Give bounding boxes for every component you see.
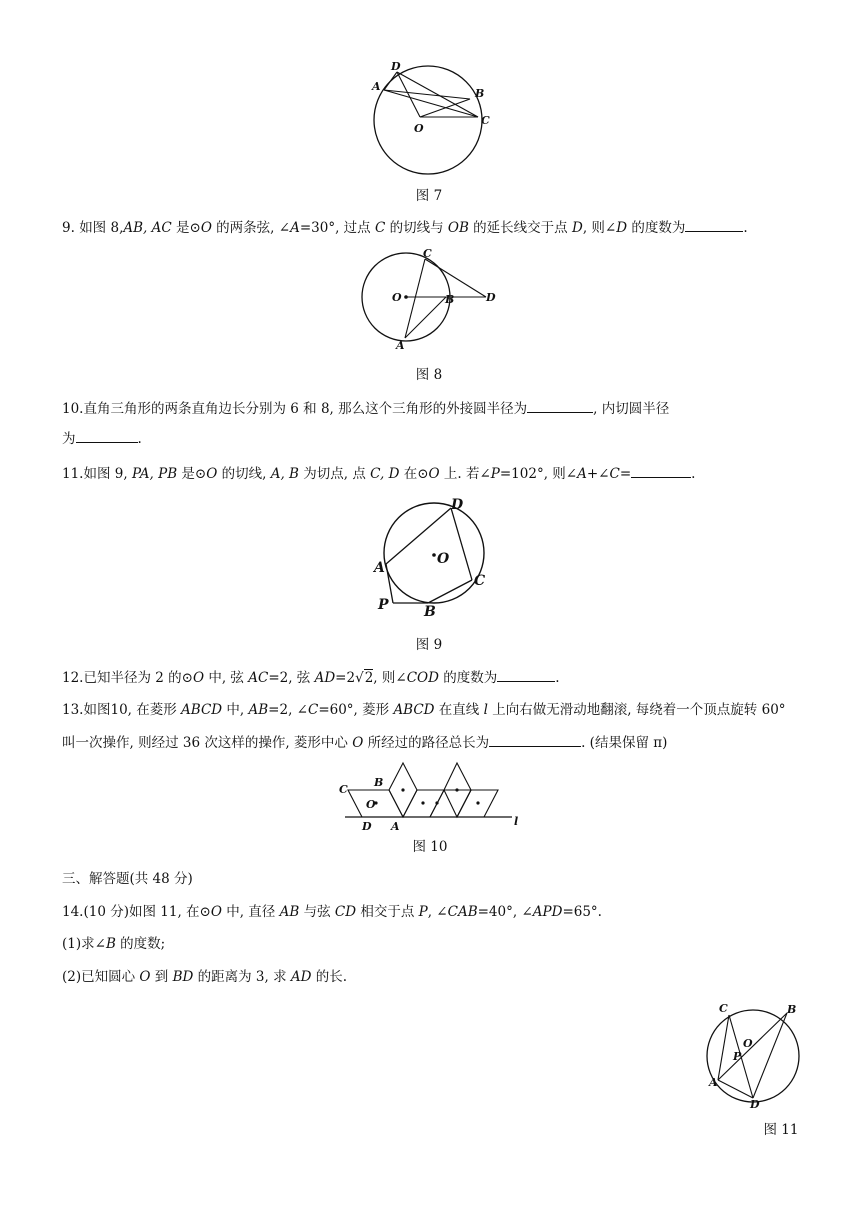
- fig10-label-d: D: [362, 820, 372, 833]
- q12-answer-blank[interactable]: [497, 667, 555, 682]
- fig9-label-b: B: [424, 604, 436, 620]
- fig8-label-a: A: [396, 339, 405, 352]
- q10-inradius-blank[interactable]: [76, 428, 138, 443]
- question-14: 14.(10 分)如图 11, 在⊙O 中, 直径 AB 与弦 CD 相交于点 P, ∠CAB=40°, ∠APD=65°.: [62, 904, 602, 920]
- figure-11: [700, 998, 810, 1113]
- question-13: 13.如图10, 在菱形 ABCD 中, AB=2, ∠C=60°, 菱形 ABCD 在直线 l 上向右做无滑动地翻滚, 每绕着一个顶点旋转 60°: [62, 702, 786, 718]
- fig8-label-d: D: [486, 291, 496, 304]
- fig8-label-o: O: [392, 291, 402, 304]
- figure-11-diagram: [700, 998, 810, 1113]
- question-10: 10.直角三角形的两条直角边长分别为 6 和 8, 那么这个三角形的外接圆半径为 , 内切圆半径: [62, 398, 669, 419]
- fig10-label-o: O: [366, 798, 376, 811]
- fig11-label-p: P: [733, 1050, 742, 1063]
- fig7-label-a: A: [372, 80, 381, 93]
- fig9-label-a: A: [374, 560, 385, 576]
- question-14-part-2: (2)已知圆心 O 到 BD 的距离为 3, 求 AD 的长.: [62, 969, 348, 985]
- fig9-label-c: C: [474, 573, 486, 589]
- fig11-label-c: C: [719, 1002, 728, 1015]
- question-13-line-2: 叫一次操作, 则经过 36 次这样的操作, 菱形中心 O 所经过的路径总长为 . (结果保留 π): [62, 732, 667, 753]
- fig11-label-a: A: [709, 1076, 718, 1089]
- fig8-label-c: C: [423, 247, 432, 260]
- figure-10: [335, 758, 535, 833]
- figure-11-caption: 图 11: [763, 1122, 799, 1138]
- figure-9: [370, 490, 500, 620]
- fig7-label-d: D: [391, 60, 401, 73]
- figure-7-caption: 图 7: [415, 188, 443, 204]
- question-14-part-1: (1)求∠B 的度数;: [62, 936, 166, 952]
- fig9-label-p: P: [378, 597, 389, 613]
- figure-9-caption: 图 9: [415, 637, 443, 653]
- figure-7: [360, 58, 500, 183]
- figure-9-diagram: [370, 490, 500, 620]
- question-11: 11.如图 9, PA, PB 是⊙O 的切线, A, B 为切点, 点 C, D 在⊙O 上. 若∠P=102°, 则∠A+∠C= .: [62, 463, 695, 484]
- fig10-label-c: C: [339, 783, 348, 796]
- fig9-label-o: O: [437, 551, 450, 567]
- q10-circumradius-blank[interactable]: [527, 398, 593, 413]
- q13-answer-blank[interactable]: [489, 732, 581, 747]
- question-10-line-2: 为 .: [62, 428, 142, 449]
- question-9: 9. 如图 8,AB, AC 是⊙O 的两条弦, ∠A=30°, 过点 C 的切线与 OB 的延长线交于点 D, 则∠D 的度数为 .: [62, 217, 748, 238]
- fig11-label-o: O: [743, 1037, 753, 1050]
- figure-10-caption: 图 10: [412, 839, 448, 855]
- sqrt-symbol: √: [355, 670, 364, 686]
- fig10-label-l: l: [514, 815, 519, 828]
- fig7-label-o: O: [414, 122, 424, 135]
- figure-7-diagram: [360, 58, 500, 183]
- question-12: 12.已知半径为 2 的⊙O 中, 弦 AC=2, 弦 AD=2√2, 则∠COD 的度数为 .: [62, 667, 560, 688]
- figure-8: [360, 245, 510, 355]
- fig10-label-b: B: [374, 776, 384, 789]
- fig11-label-d: D: [750, 1098, 760, 1111]
- figure-8-caption: 图 8: [415, 367, 443, 383]
- figure-10-diagram: [335, 758, 535, 833]
- q9-answer-blank[interactable]: [685, 217, 743, 232]
- fig8-label-b: B: [445, 293, 455, 306]
- fig10-label-a: A: [391, 820, 400, 833]
- fig9-label-d: D: [451, 497, 464, 513]
- q11-answer-blank[interactable]: [631, 463, 691, 478]
- fig7-label-b: B: [475, 87, 485, 100]
- fig7-label-c: C: [481, 114, 490, 127]
- section-3-heading: 三、解答题(共 48 分): [62, 871, 193, 887]
- fig11-label-b: B: [787, 1003, 797, 1016]
- figure-8-diagram: [360, 245, 510, 355]
